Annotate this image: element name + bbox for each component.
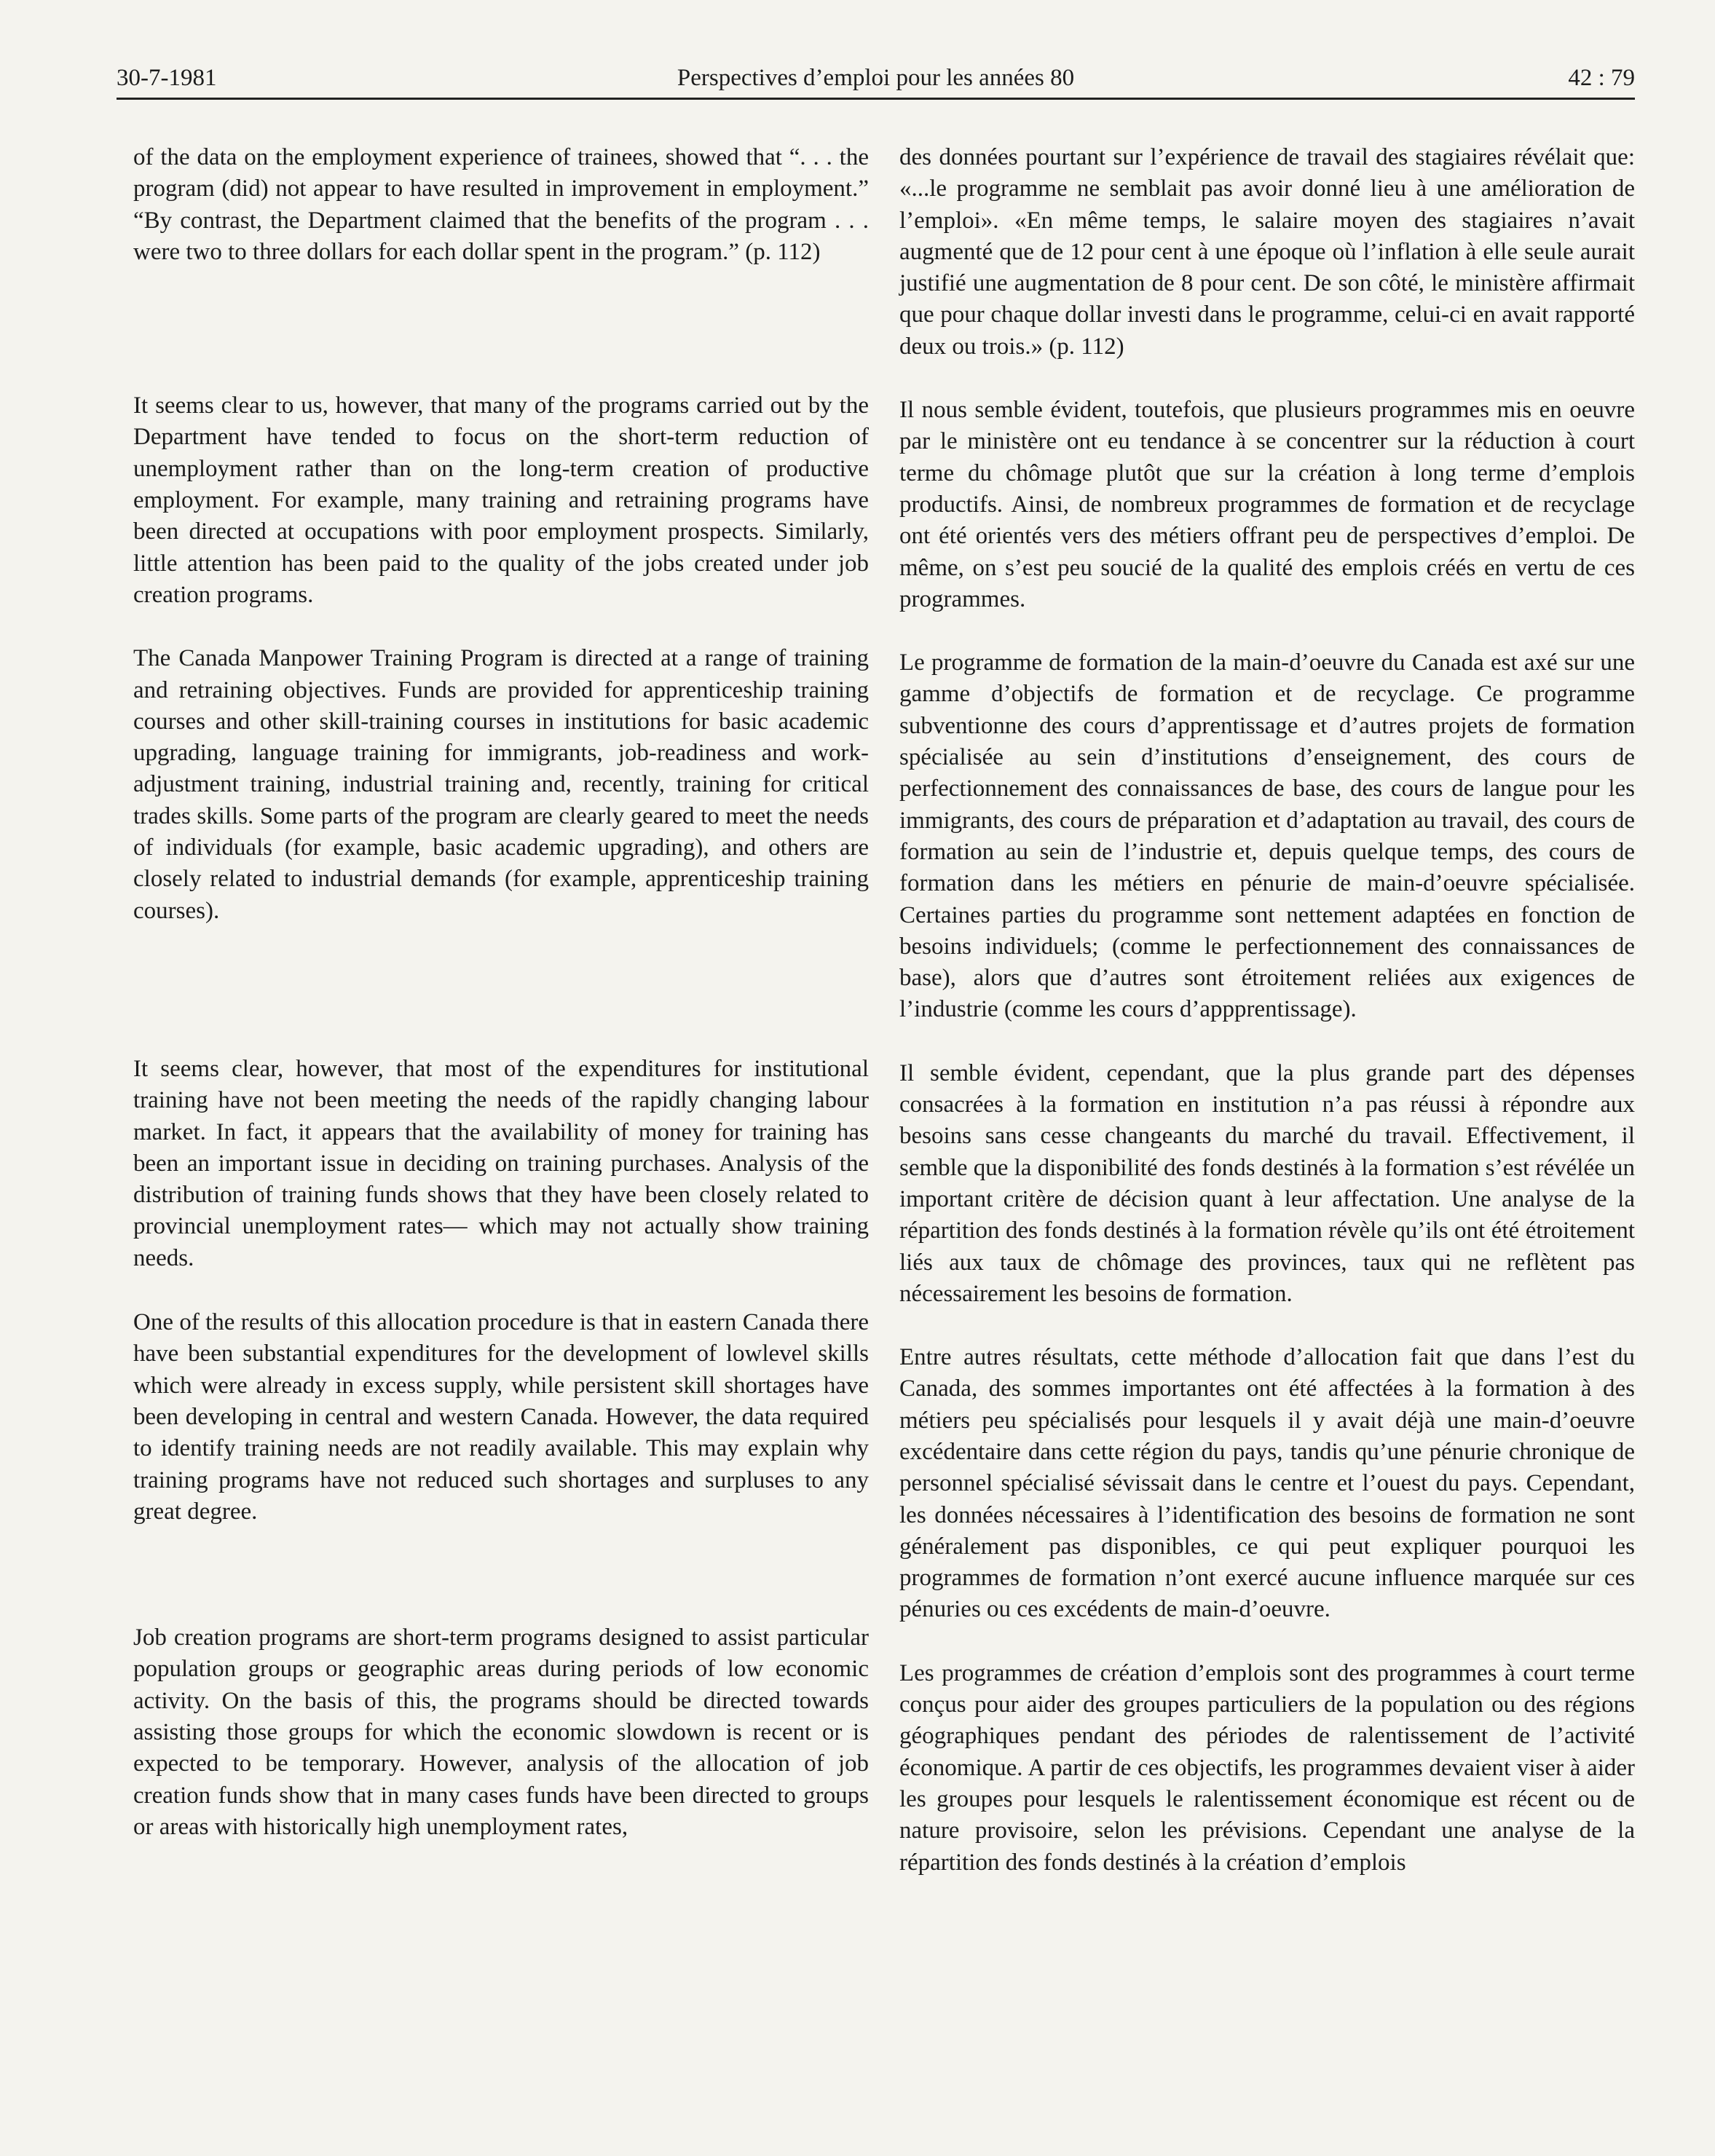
fr-paragraph-5: Entre autres résultats, cette méthode d’allocation fait que dans l’est du Canada, des sommes importantes ont été affectées à la formation à des métiers peu spécialisés pour lesquels il y avait déjà une main-d’oeuvre excédentaire dans cette région du pays, tandis qu’une pénurie chronique de personnel spécialisé sévissait dans le centre et l’ouest du pays. Cependant, les données nécessaires à l’identification des besoins de formation ne sont généralement pas disponibles, ce qui peut expliquer pourquoi les programmes de formation n’ont exercé aucune influence marquée sur ces pénuries ou ces excédents de main-d’oeuvre.: [899, 1344, 1635, 1623]
header-rule: [117, 98, 1635, 100]
fr-paragraph-3: Le programme de formation de la main-d’oeuvre du Canada est axé sur une gamme d’objectifs de formation et de recyclage. Ce programme subventionne des cours d’apprentissage et d’autres projets de formation spécialisée au sein d’institutions d’enseignement, des cours de perfectionnement des connaissances de base, des cours de langue pour les immigrants, des cours de préparation et d’adaptation au travail, des cours de formation au sein de l’industrie et, depuis quelque temps, des cours de formation dans les métiers en pénurie de main-d’oeuvre spécialisée. Certaines parties du programme sont nettement adaptées en fonction de besoins individuels; (comme le perfectionnement des connaissances de base), alors que d’autres sont étroitement reliées aux exigences de l’industrie (comme les cours d’appprentissage).: [899, 649, 1635, 1023]
en-paragraph-4: It seems clear, however, that most of the expenditures for institutional training have not been meeting the needs of the rapidly changing labour market. In fact, it appears that the availability of money for training has been an important issue in deciding on training purchases. Analysis of the distribution of training funds shows that they have been closely related to provincial unemployment rates— which may not actually show training needs.: [133, 1055, 869, 1271]
fr-paragraph-4: Il semble évident, cependant, que la plus grande part des dépenses consacrées à la formation en institution n’a pas réussi à répondre aux besoins sans cesse changeants du marché du travail. Effectivement, il semble que la disponibilité des fonds destinés à la formation s’est révélée un important critère de décision quant à leur affectation. Une analyse de la répartition des fonds destinés à la formation révèle qu’ils ont été étroitement liés aux taux de chômage des provinces, taux qui ne reflètent pas nécessairement les besoins de formation.: [899, 1059, 1635, 1307]
header-page-number: 42 : 79: [1568, 65, 1635, 91]
en-paragraph-3: The Canada Manpower Training Program is directed at a range of training and retraining objectives. Funds are provided for apprenticeship training courses and other skill-training courses in institutions for basic academic upgrading, language training for immigrants, job-readiness and work-adjustment training, industrial training and, recently, training for critical trades skills. Some parts of the program are clearly geared to meet the needs of individuals (for example, basic academic upgrading), and others are closely related to industrial demands (for example, apprenticeship training courses).: [133, 645, 869, 924]
en-paragraph-6: Job creation programs are short-term programs designed to assist particular population groups or geographic areas during periods of low economic activity. On the basis of this, the programs should be directed towards assisting those groups for which the economic slowdown is recent or is expected to be temporary. However, analysis of the allocation of job creation funds show that in many cases funds have been directed to groups or areas with historically high unemployment rates,: [133, 1624, 869, 1840]
page-header: [117, 61, 1635, 95]
fr-paragraph-2: Il nous semble évident, toutefois, que plusieurs programmes mis en oeuvre par le ministère ont eu tendance à se concentrer sur la réduction à court terme du chômage plutôt que sur la création à long terme d’emplois productifs. Ainsi, de nombreux programmes de formation et de recyclage ont été orientés vers des métiers offrant peu de perspectives d’emploi. De même, on s’est peu soucié de la qualité des emplois créés en vertu de ces programmes.: [899, 397, 1635, 612]
fr-paragraph-1: des données pourtant sur l’expérience de travail des stagiaires révélait que: «...le programme ne semblait pas avoir donné lieu à une amélioration de l’emploi». «En même temps, le salaire moyen des stagiaires n’avait augmenté que de 12 pour cent à une époque où l’inflation à elle seule aurait justifié une augmentation de 8 pour cent. De son côté, le ministère affirmait que pour chaque dollar investi dans le programme, celui-ci en avait rapporté deux ou trois.» (p. 112): [899, 144, 1635, 360]
french-column: [899, 142, 1635, 1879]
english-column: [133, 142, 869, 1843]
en-paragraph-5: One of the results of this allocation procedure is that in eastern Canada there have been substantial expenditures for the development of lowlevel skills which were already in excess supply, while persistent skill shortages have been developing in central and western Canada. However, the data required to identify training needs are not readily available. This may explain why training programs have not reduced such shortages and surpluses to any great degree.: [133, 1309, 869, 1525]
en-paragraph-2: It seems clear to us, however, that many of the programs carried out by the Department have tended to focus on the short-term reduction of unemployment rather than on the long-term creation of productive employment. For example, many training and retraining programs have been directed at occupations with poor employment prospects. Similarly, little attention has been paid to the quality of the jobs created under job creation programs.: [133, 392, 869, 608]
en-paragraph-1: of the data on the employment experience of trainees, showed that “. . . the program (did) not appear to have resulted in improvement in employment.” “By contrast, the Department claimed that the benefits of the program . . . were two to three dollars for each dollar spent in the program.” (p. 112): [133, 144, 869, 265]
fr-paragraph-6: Les programmes de création d’emplois sont des programmes à court terme conçus pour aider des groupes particuliers de la population ou des régions géographiques pendant des périodes de ralentissement de l’activité économique. A partir de ces objectifs, les programmes devaient viser à aider les groupes pour lesquels le ralentissement économique est récent ou de nature provisoire, selon les prévisions. Cependant une analyse de la répartition des fonds destinés à la création d’emplois: [899, 1659, 1635, 1876]
header-date: 30-7-1981: [117, 65, 217, 91]
header-title: Perspectives d’emploi pour les années 80: [677, 65, 1075, 91]
